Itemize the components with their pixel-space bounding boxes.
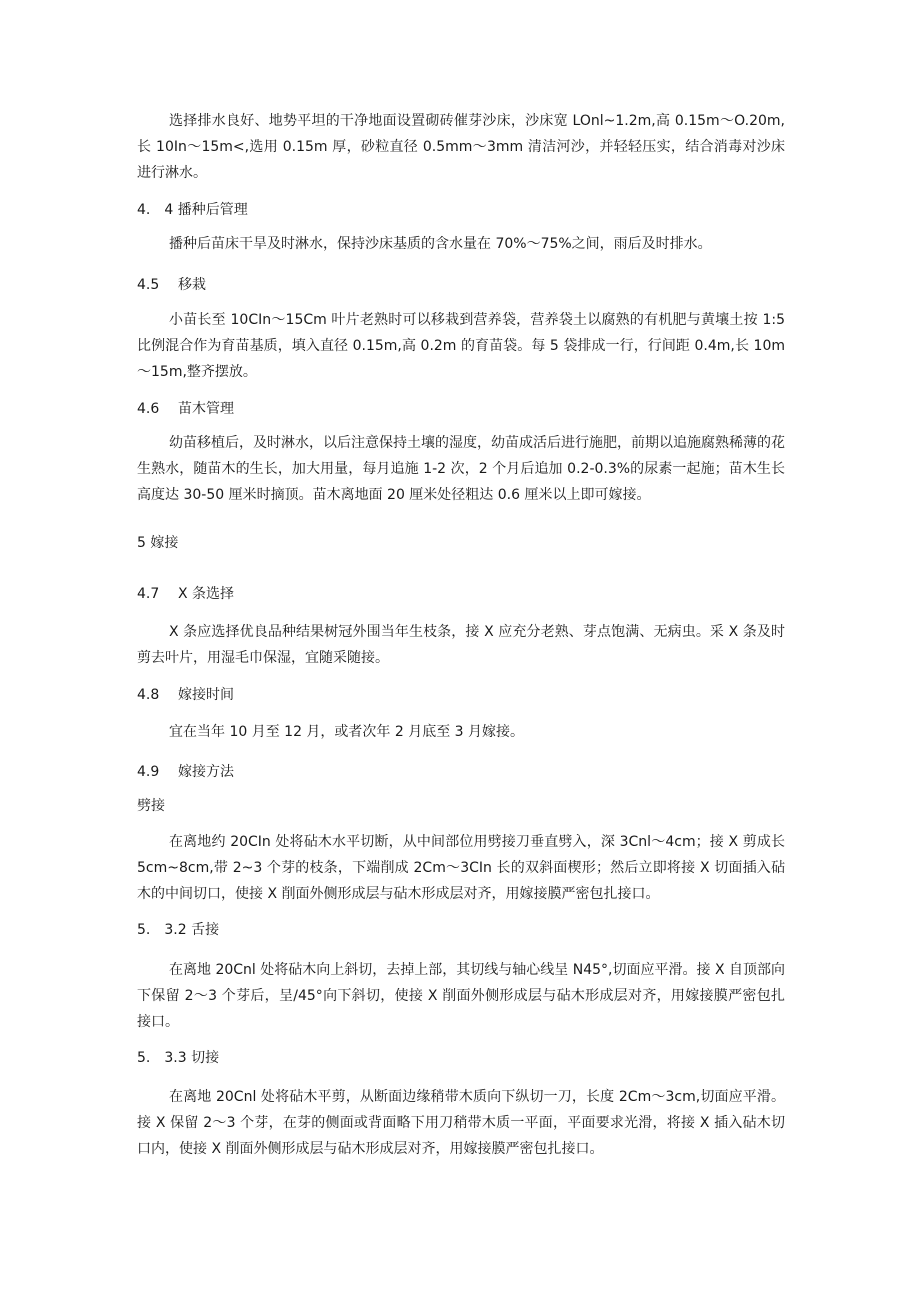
heading-4-5	[137, 275, 206, 295]
heading-4-4: 4. 4 播种后管理	[137, 202, 248, 218]
heading-title: X 条选择	[178, 586, 235, 602]
paragraph-transplant: 小苗长至 10CIn～15Cm 叶片老熟时可以移栽到营养袋，营养袋土以腐熟的有机肥与黄壤土按 1:5 比例混合作为育苗基质，填入直径 0.15m,高 0.2m 的育苗袋。每 5 袋排成一行，行间距 0.4m,长 10m～15m,整齐摆放。	[137, 312, 785, 380]
paragraph-scion-selection: X 条应选择优良品种结果树冠外围当年生枝条，接 X 应充分老熟、芽点饱满、无病虫。采 X 条及时剪去叶片，用湿毛巾保湿，宜随采随接。	[137, 624, 785, 666]
heading-5-3-2: 5. 3.2 舌接	[137, 922, 220, 938]
heading-4-7	[137, 584, 234, 604]
heading-number: 4.8	[137, 687, 160, 703]
heading-title: 移栽	[178, 277, 206, 293]
heading-title: 嫁接时间	[178, 687, 234, 703]
heading-5-3-3: 5. 3.3 切接	[137, 1050, 220, 1066]
paragraph-seedling-management: 幼苗移植后，及时淋水，以后注意保持土壤的湿度，幼苗成活后进行施肥，前期以追施腐熟稀薄的花生熟水，随苗木的生长，加大用量，每月追施 1-2 次，2 个月后追加 0.2-0.3%的尿素一起施；苗木生长高度达 30-50 厘米时摘顶。苗木离地面 20 厘米处径粗达 0.6 厘米以上即可嫁接。	[137, 435, 785, 503]
paragraph-after-sowing: 播种后苗床干旱及时淋水，保持沙床基质的含水量在 70%～75%之间，雨后及时排水。	[169, 236, 712, 252]
heading-5-grafting: 5 嫁接	[137, 535, 179, 551]
heading-4-9	[137, 762, 234, 782]
paragraph-grafting-time: 宜在当年 10 月至 12 月，或者次年 2 月底至 3 月嫁接。	[169, 724, 525, 740]
paragraph-cut-graft: 在离地 20Cnl 处将砧木平剪，从断面边缘稍带木质向下纵切一刀，长度 2Cm～3cm,切面应平滑。接 X 保留 2～3 个芽，在芽的侧面或背面略下用刀稍带木质一平面，平面要求光滑，将接 X 插入砧木切口内，使接 X 削面外侧形成层与砧木形成层对齐，用嫁接膜严密包扎接口。	[137, 1089, 785, 1157]
heading-title: 苗木管理	[178, 401, 234, 417]
heading-number: 4.6	[137, 401, 160, 417]
heading-number: 4.5	[137, 277, 160, 293]
heading-4-6	[137, 399, 234, 419]
heading-4-8	[137, 685, 234, 705]
paragraph-sand-bed: 选择排水良好、地势平坦的干净地面设置砌砖催芽沙床，沙床宽 LOnl~1.2m,高 0.15m～O.20m,长 10In～15m<,选用 0.15m 厚，砂粒直径 0.5mm～3mm 清洁河沙，并轻轻压实，结合消毒对沙床进行淋水。	[137, 113, 785, 181]
heading-title: 嫁接方法	[178, 764, 234, 780]
heading-number: 4.7	[137, 586, 160, 602]
heading-number: 4.9	[137, 764, 160, 780]
paragraph-tongue-graft: 在离地 20Cnl 处将砧木向上斜切，去掉上部，其切线与轴心线呈 N45°,切面应平滑。接 X 自顶部向下保留 2～3 个芽后，呈/45°向下斜切，使接 X 削面外侧形成层与砧木形成层对齐，用嫁接膜严密包扎接口。	[137, 962, 785, 1030]
paragraph-cleft-graft: 在离地约 20CIn 处将砧木水平切断，从中间部位用劈接刀垂直劈入，深 3Cnl～4cm；接 X 剪成长 5cm~8cm,带 2~3 个芽的枝条，下端削成 2Cm～3CIn 长的双斜面楔形；然后立即将接 X 切面插入砧木的中间切口，使接 X 削面外侧形成层与砧木形成层对齐，用嫁接膜严密包扎接口。	[137, 834, 785, 902]
subheading-cleft-graft: 劈接	[137, 798, 165, 814]
